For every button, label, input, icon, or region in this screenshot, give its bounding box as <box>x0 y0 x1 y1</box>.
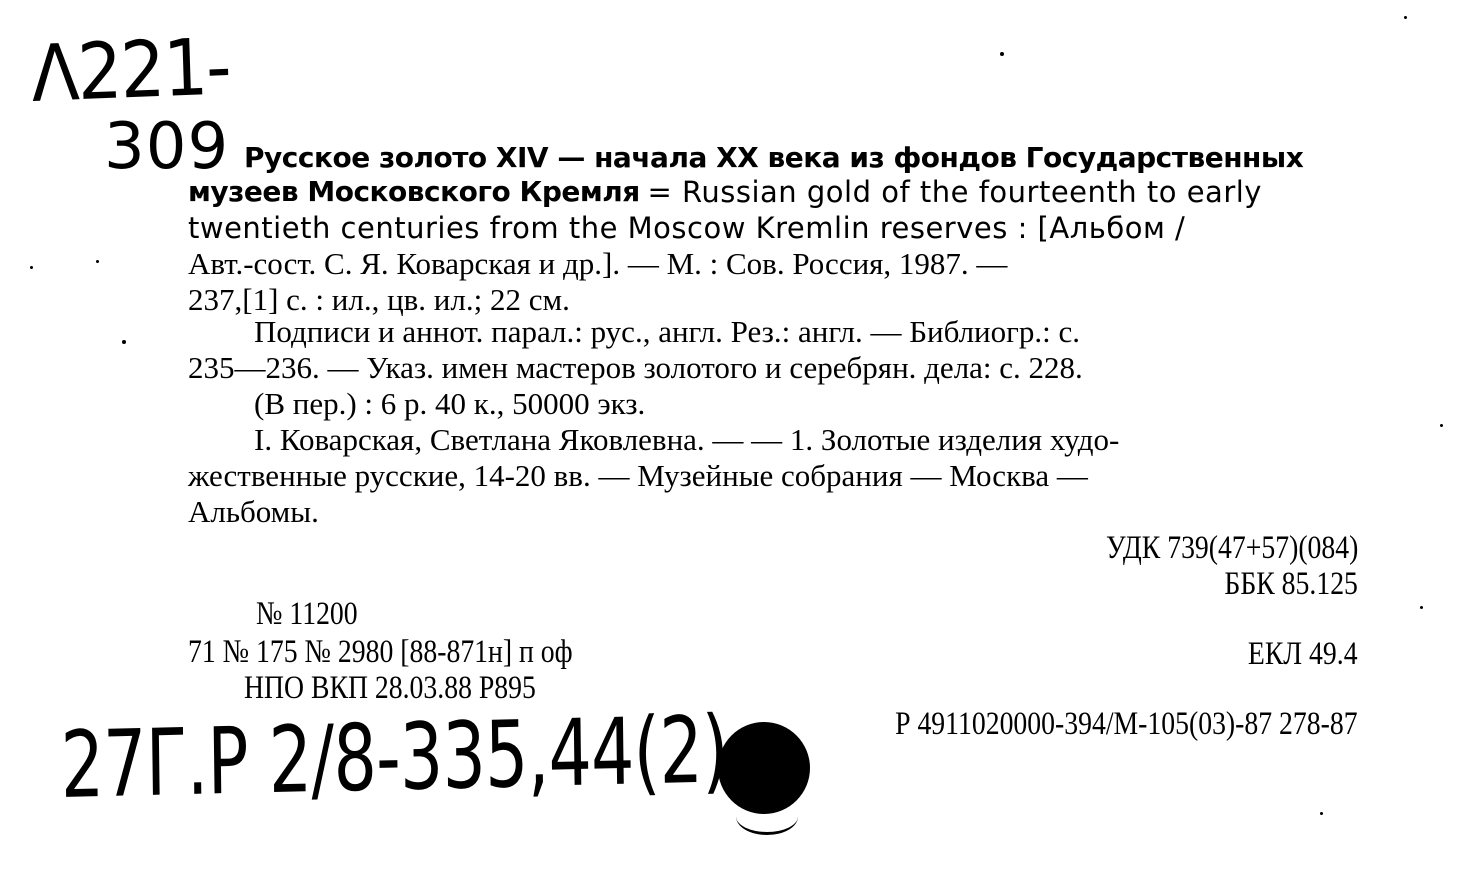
description-block <box>188 174 1358 318</box>
dust-speck <box>1320 812 1323 815</box>
dust-speck <box>122 340 126 344</box>
parallel-title-start: = Russian gold of the fourteenth to early <box>647 175 1262 209</box>
tracing-line: I. Коварская, Светлана Яковлевна. — — 1. Золотые изделия худо- <box>254 422 1120 457</box>
notes-line: Подписи и аннот. парал.: рус., англ. Рез.: англ. — Библиогр.: с. <box>254 314 1080 349</box>
title-continuation: музеев Московского Кремля <box>188 175 640 208</box>
punch-hole-edge <box>736 798 798 835</box>
card-number: № 11200 <box>256 596 358 632</box>
publisher-code: Р 4911020000-394/М-105(03)-87 278-87 <box>895 706 1358 742</box>
tracing-line: жественные русские, 14-20 вв. — Музейные собрания — Москва — <box>188 458 1088 493</box>
handwritten-shelfmark-bottom: 27Г.P 2/8-335,44(2) <box>60 696 729 819</box>
price-line: (В пер.) : 6 р. 40 к., 50000 экз. <box>254 386 646 421</box>
tracings-block <box>188 422 1358 530</box>
physical-description: 237,[1] с. : ил., цв. ил.; 22 см. <box>188 282 570 317</box>
tracing-line: Альбомы. <box>188 494 319 529</box>
authors-publication-line: Авт.-сост. С. Я. Коварская и др.]. — М. : Сов. Россия, 1987. — <box>188 246 1008 281</box>
handwritten-shelfmark-top: Λ221- <box>30 22 232 120</box>
ekl-index: ЕКЛ 49.4 <box>1248 636 1358 672</box>
udk-index: УДК 739(47+57)(084) <box>1105 530 1358 566</box>
notes-block <box>188 314 1358 422</box>
handwritten-shelfmark-top-number: 309 <box>104 110 230 184</box>
title-line <box>244 140 1358 176</box>
parallel-title-continuation: twentieth centuries from the Moscow Kremlin reserves : [Альбом / <box>188 211 1186 245</box>
dust-speck <box>1420 606 1423 609</box>
dust-speck <box>1404 16 1407 19</box>
dust-speck <box>96 260 99 263</box>
printer-line: НПО ВКП 28.03.88 Р895 <box>244 670 536 706</box>
bbk-index: ББК 85.125 <box>1224 566 1358 602</box>
title-text: Русское золото XIV — начала XX века из фондов Государственных <box>244 141 1304 174</box>
notes-line: 235—236. — Указ. имен мастеров золотого и серебрян. дела: с. 228. <box>188 350 1083 385</box>
dust-speck <box>1440 424 1443 427</box>
order-line: 71 № 175 № 2980 [88-871н] п оф <box>188 634 573 670</box>
dust-speck <box>30 266 33 269</box>
dust-speck <box>1000 52 1004 56</box>
